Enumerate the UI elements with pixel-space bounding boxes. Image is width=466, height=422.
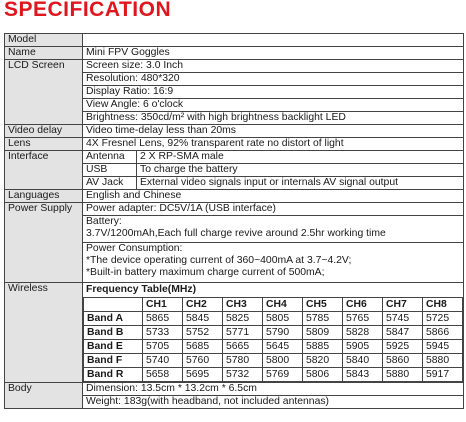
frequency-cell: 5866 [423, 326, 463, 340]
frequency-cell: 5880 [383, 368, 423, 382]
frequency-cell: 5785 [303, 312, 343, 326]
battery-line1: Battery: [86, 216, 122, 227]
name-label: Name [5, 47, 83, 60]
lens-label: Lens [5, 138, 83, 151]
spec-table [4, 33, 464, 409]
row-video-delay [5, 125, 464, 138]
frequency-cell: 5760 [183, 354, 223, 368]
wireless-cell [83, 283, 464, 383]
band-name: Band E [84, 340, 143, 354]
battery-line2: 3.7V/1200mAh,Each full charge revive around 2.5hr working time [86, 228, 386, 239]
band-row [84, 326, 463, 340]
channel-header: CH6 [343, 298, 383, 312]
lcd-resolution: Resolution: 480*320 [83, 73, 464, 86]
band-name: Band B [84, 326, 143, 340]
consumption-line1: Power Consumption: [86, 243, 183, 254]
interface-av-name: AV Jack [83, 177, 137, 190]
frequency-cell: 5843 [343, 368, 383, 382]
power-adapter: Power adapter: DC5V/1A (USB interface) [83, 203, 464, 216]
lcd-view-angle: View Angle: 6 o'clock [83, 99, 464, 112]
frequency-cell: 5828 [343, 326, 383, 340]
consumption-line3: *Built-in battery maximum charge current of 500mA; [86, 267, 325, 278]
band-name: Band A [84, 312, 143, 326]
interface-usb-value: To charge the battery [137, 164, 464, 177]
frequency-cell: 5865 [143, 312, 183, 326]
frequency-cell: 5780 [223, 354, 263, 368]
lcd-brightness: Brightness: 350cd/m² with high brightness backlight LED [83, 112, 464, 125]
model-value [83, 34, 464, 47]
frequency-cell: 5645 [263, 340, 303, 354]
frequency-table [83, 297, 463, 382]
channel-header: CH3 [223, 298, 263, 312]
frequency-cell: 5705 [143, 340, 183, 354]
frequency-cell: 5917 [423, 368, 463, 382]
row-model [5, 34, 464, 47]
lcd-screen-size: Screen size: 3.0 Inch [83, 60, 464, 73]
interface-av-value: External video signals input or internals AV signal output [137, 177, 464, 190]
frequency-header-row [84, 298, 463, 312]
name-value: Mini FPV Goggles [83, 47, 464, 60]
frequency-cell: 5752 [183, 326, 223, 340]
body-weight: Weight: 183g(with headband, not included antennas) [83, 396, 464, 409]
interface-label: Interface [5, 151, 83, 190]
channel-header: CH7 [383, 298, 423, 312]
power-battery [83, 216, 464, 243]
frequency-cell: 5860 [383, 354, 423, 368]
frequency-cell: 5665 [223, 340, 263, 354]
frequency-cell: 5745 [383, 312, 423, 326]
interface-usb-name: USB [83, 164, 137, 177]
row-body [5, 383, 464, 396]
channel-header: CH8 [423, 298, 463, 312]
wireless-label: Wireless [5, 283, 83, 383]
channel-header: CH4 [263, 298, 303, 312]
consumption-line2: *The device operating current of 360~400mA at 3.7~4.2V; [86, 255, 352, 266]
languages-label: Languages [5, 190, 83, 203]
frequency-cell: 5847 [383, 326, 423, 340]
frequency-cell: 5905 [343, 340, 383, 354]
row-wireless [5, 283, 464, 383]
band-row [84, 312, 463, 326]
frequency-cell: 5845 [183, 312, 223, 326]
frequency-cell: 5732 [223, 368, 263, 382]
frequency-cell: 5790 [263, 326, 303, 340]
channel-header: CH1 [143, 298, 183, 312]
frequency-cell: 5825 [223, 312, 263, 326]
video-delay-value: Video time-delay less than 20ms [83, 125, 464, 138]
frequency-cell: 5925 [383, 340, 423, 354]
band-row [84, 340, 463, 354]
frequency-cell: 5945 [423, 340, 463, 354]
channel-header: CH2 [183, 298, 223, 312]
frequency-cell: 5769 [263, 368, 303, 382]
row-lens [5, 138, 464, 151]
power-consumption [83, 243, 464, 283]
power-label: Power Supply [5, 203, 83, 283]
frequency-cell: 5820 [303, 354, 343, 368]
lcd-display-ratio: Display Ratio: 16:9 [83, 86, 464, 99]
row-name [5, 47, 464, 60]
languages-value: English and Chinese [83, 190, 464, 203]
band-row [84, 368, 463, 382]
video-delay-label: Video delay [5, 125, 83, 138]
interface-antenna-value: 2 X RP-SMA male [137, 151, 464, 164]
frequency-cell: 5765 [343, 312, 383, 326]
row-languages [5, 190, 464, 203]
band-name: Band F [84, 354, 143, 368]
frequency-cell: 5771 [223, 326, 263, 340]
frequency-cell: 5733 [143, 326, 183, 340]
frequency-cell: 5685 [183, 340, 223, 354]
frequency-cell: 5885 [303, 340, 343, 354]
frequency-cell: 5725 [423, 312, 463, 326]
frequency-cell: 5806 [303, 368, 343, 382]
frequency-cell: 5880 [423, 354, 463, 368]
band-row [84, 354, 463, 368]
body-dimension: Dimension: 13.5cm * 13.2cm * 6.5cm [83, 383, 464, 396]
row-power [5, 203, 464, 216]
interface-antenna-name: Antenna [83, 151, 137, 164]
model-label: Model [5, 34, 83, 47]
body-label: Body [5, 383, 83, 409]
frequency-cell: 5840 [343, 354, 383, 368]
lens-value: 4X Fresnel Lens, 92% transparent rate no distort of light [83, 138, 464, 151]
row-interface [5, 151, 464, 164]
frequency-cell: 5740 [143, 354, 183, 368]
frequency-table-title: Frequency Table(MHz) [86, 284, 197, 295]
lcd-label: LCD Screen [5, 60, 83, 125]
frequency-cell: 5800 [263, 354, 303, 368]
row-lcd [5, 60, 464, 73]
channel-header: CH5 [303, 298, 343, 312]
frequency-cell: 5805 [263, 312, 303, 326]
frequency-cell: 5658 [143, 368, 183, 382]
frequency-cell: 5809 [303, 326, 343, 340]
frequency-cell: 5695 [183, 368, 223, 382]
page-title: SPECIFICATION [4, 0, 172, 21]
frequency-corner [84, 298, 143, 312]
band-name: Band R [84, 368, 143, 382]
